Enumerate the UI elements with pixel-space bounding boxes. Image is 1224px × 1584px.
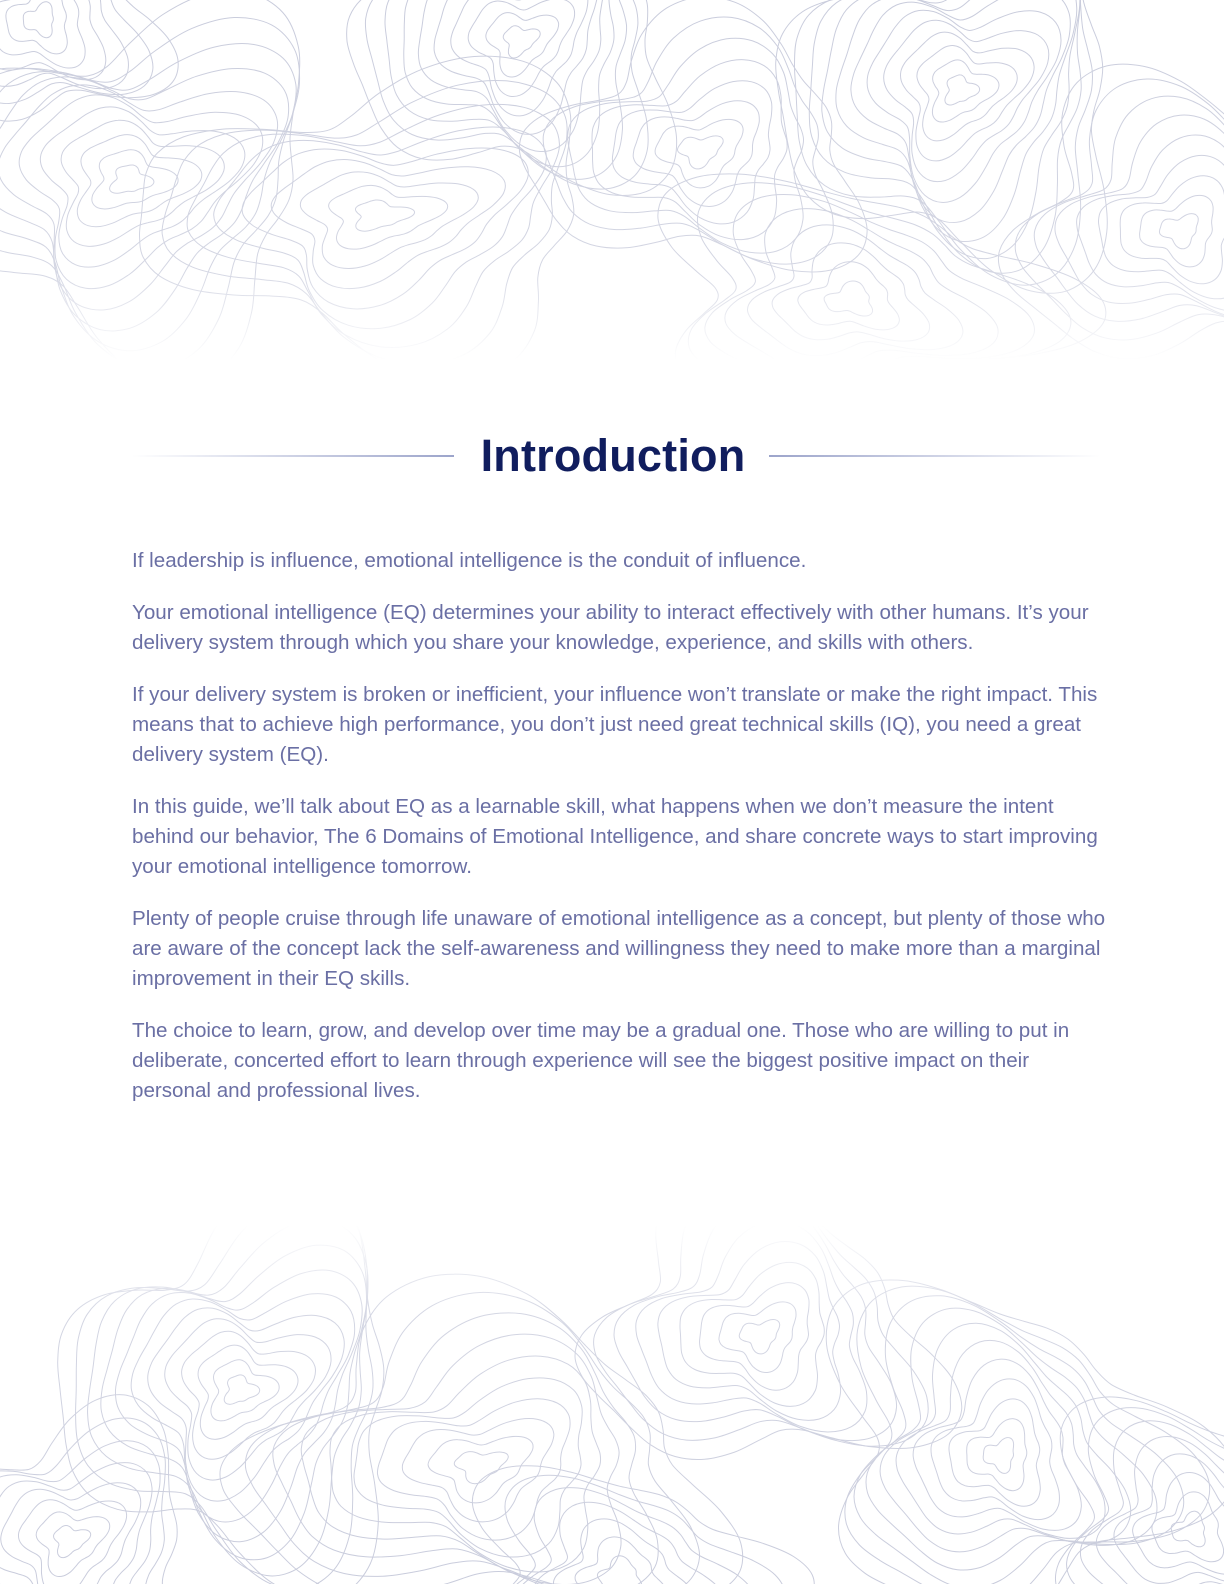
contour-line <box>0 0 178 121</box>
contour-line <box>1055 115 1224 321</box>
contour-line <box>1114 1454 1224 1584</box>
contour-line <box>1098 155 1224 298</box>
paragraph: If your delivery system is broken or inefficient, your influence won’t translate or make the right impact. This means that to achieve high performance, you don’t just need great technical skills (IQ), you need a great delivery system (EQ). <box>132 683 1098 766</box>
contour-line <box>543 17 833 264</box>
topographic-pattern-top <box>0 0 1224 360</box>
contour-line <box>901 32 1035 161</box>
contour-line <box>826 1280 1224 1584</box>
contour-line <box>211 1360 279 1421</box>
contour-line <box>468 0 574 97</box>
contour-line <box>354 1378 582 1557</box>
contour-line <box>23 2 53 38</box>
contour-line <box>273 1313 658 1584</box>
contour-line <box>115 1270 362 1542</box>
contour-line <box>224 1375 259 1404</box>
contour-line <box>271 160 505 289</box>
contour-line <box>220 1274 743 1584</box>
contour-line <box>92 150 178 209</box>
contour-line <box>824 281 872 316</box>
contour-line <box>949 1399 1040 1506</box>
contour-line <box>747 225 962 356</box>
contour-line <box>809 0 1081 273</box>
contour-line <box>1140 195 1214 267</box>
contour-line <box>1067 1408 1224 1584</box>
contour-line <box>998 64 1224 359</box>
contour-line <box>967 1419 1027 1491</box>
contour-line <box>534 1502 724 1584</box>
contour-line <box>1015 79 1224 340</box>
contour-line <box>931 1379 1059 1520</box>
contour-line <box>347 0 677 195</box>
contour-line <box>568 38 804 253</box>
contour-line <box>575 1225 962 1459</box>
contour-line <box>187 104 559 347</box>
contour-line <box>575 1537 666 1584</box>
contour-line <box>0 17 300 360</box>
contour-line <box>0 68 289 330</box>
contour-line <box>300 172 478 269</box>
contour-line <box>0 44 296 351</box>
contour-line <box>54 1525 91 1557</box>
contour-line <box>655 119 743 187</box>
page-title: Introduction <box>480 430 746 481</box>
contour-line <box>110 165 154 193</box>
contour-line <box>434 0 598 134</box>
contour-line <box>854 1296 1184 1584</box>
contour-line <box>428 1436 533 1502</box>
contour-line <box>301 1334 621 1584</box>
contour-line <box>612 81 772 224</box>
introduction-body <box>132 546 1107 1128</box>
contour-line <box>77 135 201 227</box>
contour-line <box>330 1356 601 1572</box>
contour-line <box>836 0 1077 242</box>
contour-line <box>896 1341 1105 1539</box>
contour-line <box>402 1419 554 1522</box>
contour-line <box>932 60 999 122</box>
contour-line <box>592 60 787 240</box>
paragraph: If leadership is influence, emotional intelligence is the conduit of influence. <box>132 549 807 572</box>
contour-line <box>76 1225 374 1584</box>
contour-line <box>845 1286 1210 1584</box>
contour-line <box>6 0 67 54</box>
contour-line <box>658 174 1106 360</box>
contour-line <box>0 0 106 80</box>
contour-line <box>1055 1397 1224 1584</box>
contour-line <box>165 1319 331 1480</box>
contour-line <box>40 107 244 267</box>
contour-line <box>700 1283 810 1390</box>
contour-line <box>148 1308 345 1501</box>
contour-line <box>0 1441 160 1584</box>
contour-line <box>385 0 627 179</box>
contour-line <box>772 243 929 341</box>
contour-line <box>776 0 1108 293</box>
contour-line <box>945 75 980 105</box>
contour-line <box>1120 176 1224 284</box>
contour-line <box>454 1452 508 1484</box>
contour-line <box>553 1519 694 1584</box>
contour-line <box>851 0 1070 223</box>
contour-line <box>880 1323 1131 1552</box>
contour-line <box>658 1242 841 1421</box>
contour-line <box>501 1475 785 1584</box>
contour-line <box>680 1262 824 1406</box>
contour-line <box>486 13 559 77</box>
contour-line <box>1171 1511 1205 1547</box>
contour-line <box>245 1292 699 1584</box>
contour-line <box>19 95 263 289</box>
contour-line <box>0 0 85 68</box>
contour-line <box>198 1345 298 1439</box>
contour-line <box>1080 1421 1224 1584</box>
contour-line <box>61 120 224 246</box>
paragraph: In this guide, we’ll talk about EQ as a learnable skill, what happens when we don’t measure the intent behind our behavior, The 6 Domains of Emotional Intelligence, and share concrete ways to start improving your emotional intelligence tomorrow. <box>132 795 1098 878</box>
contour-line <box>182 1331 316 1459</box>
contour-line <box>677 136 723 169</box>
contour-line <box>377 1399 570 1540</box>
contour-line <box>1133 1472 1224 1574</box>
contour-line <box>36 1512 110 1577</box>
paragraph: Your emotional intelligence (EQ) determines your ability to interact effectively with other humans. It’s your delivery system through which you share your knowledge, experience, and skills with others. <box>132 601 1089 654</box>
contour-line <box>719 1302 796 1373</box>
contour-line <box>472 1466 814 1584</box>
contour-line <box>594 1225 929 1446</box>
contour-line <box>451 0 588 116</box>
contour-line <box>794 0 1092 285</box>
contour-line <box>242 148 528 309</box>
contour-line <box>725 209 998 360</box>
contour-line <box>597 1556 641 1584</box>
contour-line <box>1159 214 1198 249</box>
heading-divider-right <box>769 455 1100 457</box>
contour-line <box>0 0 300 360</box>
contour-line <box>884 20 1049 181</box>
heading-divider-left <box>132 455 454 457</box>
contour-line <box>88 1225 368 1576</box>
contour-line <box>0 85 278 310</box>
contour-line <box>917 45 1017 140</box>
paragraph: Plenty of people cruise through life unaware of emotional intelligence as a concept, but plenty of those who are aware of the concept lack the self-awareness and willingness they need to make more than a marginal improvement in their EQ skills. <box>132 907 1106 990</box>
contour-line <box>0 0 153 104</box>
contour-line <box>866 1308 1157 1570</box>
contour-line <box>0 0 128 89</box>
contour-line <box>365 0 648 189</box>
contour-line <box>913 1359 1081 1530</box>
contour-line <box>983 1438 1013 1474</box>
topographic-pattern-bottom <box>0 1225 1224 1584</box>
contour-line <box>798 262 900 330</box>
contour-line <box>418 0 605 152</box>
contour-line <box>1096 1437 1224 1584</box>
contour-line <box>1034 96 1224 328</box>
contour-line <box>867 10 1061 202</box>
contour-line <box>0 1418 165 1584</box>
contour-line <box>503 26 540 58</box>
contour-line <box>822 0 1080 259</box>
contour-line <box>58 1225 384 1584</box>
contour-line <box>636 1225 867 1432</box>
section-heading <box>132 428 1100 484</box>
contour-line <box>214 127 547 329</box>
contour-line <box>1 1483 141 1584</box>
contour-line <box>688 183 1071 360</box>
contour-line <box>404 0 614 167</box>
contour-line <box>1152 1492 1224 1562</box>
contour-line <box>1077 135 1224 311</box>
contour-line <box>705 195 1035 360</box>
paragraph: The choice to learn, grow, and develop over time may be a gradual one. Those who are willing to put in deliberate, concerted effort to learn through experience will see the biggest positive impact on their personal and professional lives. <box>132 1019 1070 1102</box>
contour-line <box>101 1245 367 1560</box>
contour-line <box>18 1500 126 1584</box>
contour-line <box>739 1320 779 1354</box>
contour-line <box>0 1395 177 1584</box>
contour-line <box>329 185 448 249</box>
contour-line <box>0 1463 152 1584</box>
contour-line <box>162 81 567 360</box>
contour-line <box>633 101 759 207</box>
contour-line <box>519 0 867 272</box>
contour-line <box>131 1294 355 1522</box>
contour-line <box>614 1225 897 1441</box>
contour-line <box>355 200 414 231</box>
contour-line <box>516 1488 754 1584</box>
contour-line <box>139 56 573 360</box>
